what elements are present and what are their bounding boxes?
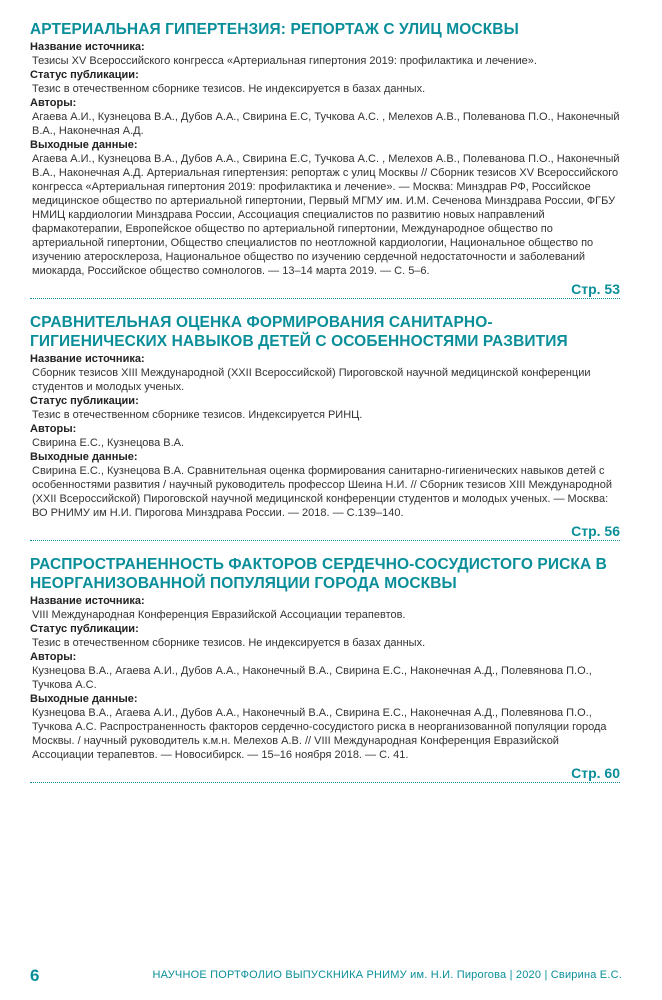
- authors-label: Авторы:: [30, 423, 77, 435]
- publication-title: СРАВНИТЕЛЬНАЯ ОЦЕНКА ФОРМИРОВАНИЯ САНИТАРНО-ГИГИЕНИЧЕСКИХ НАВЫКОВ ДЕТЕЙ С ОСОБЕННОСТЯМИ РАЗВИТИЯ: [30, 314, 568, 350]
- footer-text: НАУЧНОЕ ПОРТФОЛИО ВЫПУСКНИКА РНИМУ им. Н.И. Пирогова | 2020 | Свирина Е.С.: [152, 969, 622, 981]
- authors-value: Кузнецова В.А., Агаева А.И., Дубов А.А., Наконечный В.А., Свирина Е.С., Наконечная А.Д., Полевянова П.О., Тучкова А.С.: [32, 665, 592, 691]
- page-footer: [30, 966, 622, 986]
- status-value: Тезис в отечественном сборнике тезисов. Не индексируется в базах данных.: [32, 637, 426, 649]
- status-label: Статус публикации:: [30, 623, 139, 635]
- authors-label: Авторы:: [30, 97, 77, 109]
- publication-entry: [30, 555, 620, 783]
- source-value: Сборник тезисов XIII Международной (XXII Всероссийской) Пироговской научной медицинской конференции студентов и молодых ученых.: [32, 367, 591, 393]
- page-ref-link[interactable]: Стр. 56: [571, 523, 620, 539]
- publication-title: АРТЕРИАЛЬНАЯ ГИПЕРТЕНЗИЯ: РЕПОРТАЖ С УЛИЦ МОСКВЫ: [30, 21, 519, 38]
- page-number: 6: [30, 966, 40, 985]
- authors-value: Свирина Е.С., Кузнецова В.А.: [32, 437, 185, 449]
- status-value: Тезис в отечественном сборнике тезисов. Не индексируется в базах данных.: [32, 83, 426, 95]
- output-value: Кузнецова В.А., Агаева А.И., Дубов А.А., Наконечный В.А., Свирина Е.С., Наконечная А.Д., Полевянова П.О., Тучкова А.С. Распространенность факторов сердечно-сосудистого риска в неорганизованной популяции города Москвы. / научный руководитель к.м.н. Мелехов А.В. // VIII Международная Конференция Евразийской Ассоциации терапевтов. — Новосибирск. — 15–16 ноября 2018. — С. 41.: [32, 707, 607, 761]
- source-label: Название источника:: [30, 353, 145, 365]
- page-ref-link[interactable]: Стр. 53: [571, 281, 620, 297]
- output-label: Выходные данные:: [30, 451, 138, 463]
- authors-value: Агаева А.И., Кузнецова В.А., Дубов А.А., Свирина Е.С, Тучкова А.С. , Мелехов А.В., Полеванова П.О., Наконечный В.А., Наконечная А.Д.: [32, 111, 620, 137]
- publication-title: РАСПРОСТРАНЕННОСТЬ ФАКТОРОВ СЕРДЕЧНО-СОСУДИСТОГО РИСКА В НЕОРГАНИЗОВАННОЙ ПОПУЛЯЦИИ ГОРОДА МОСКВЫ: [30, 556, 607, 592]
- output-label: Выходные данные:: [30, 693, 138, 705]
- status-label: Статус публикации:: [30, 69, 139, 81]
- page-ref-link[interactable]: Стр. 60: [571, 765, 620, 781]
- publication-entry: [30, 313, 620, 541]
- output-value: Агаева А.И., Кузнецова В.А., Дубов А.А., Свирина Е.С, Тучкова А.С. , Мелехов А.В., Полеванова П.О., Наконечный В.А., Наконечная А.Д. Артериальная гипертензия: репортаж с улиц Москвы // Сборник тезисов XV Всероссийского конгресса «Артериальная гипертония 2019: профилактика и лечение». — Москва: Минздрав РФ, Российское медицинское общество по артериальной гипертонии, Первый МГМУ им. И.М. Сеченова Минздрава России, ФГБУ НМИЦ кардиологии Минздрава России, Ассоциация специалистов по развитию новых направлений фармакотерапии, Европейское общество по артериальной гипертонии, Международное общество по артериальной гипертонии, Общество специалистов по неотложной кардиологии, Национальное общество по изучению атеросклероза, Национальное общество по изучению сердечной недостаточности и заболеваний миокарда, Российское общество сомнологов. — 13–14 марта 2019. — С. 5–6.: [32, 153, 620, 277]
- publication-list: [30, 20, 620, 797]
- source-value: Тезисы XV Всероссийского конгресса «Артериальная гипертония 2019: профилактика и лечение».: [32, 55, 537, 67]
- status-value: Тезис в отечественном сборнике тезисов. Индексируется РИНЦ.: [32, 409, 363, 421]
- output-value: Свирина Е.С., Кузнецова В.А. Сравнительная оценка формирования санитарно-гигиенических навыков детей с особенностями развития / научный руководитель профессор Шеина Н.И. // Сборник тезисов XIII Международной (XXII Всероссийской) Пироговской научной медицинской конференции студентов и молодых ученых. — Москва: ВО РНИМУ им Н.И. Пирогова Минздрава России. — 2018. — С.139–140.: [32, 465, 612, 519]
- source-label: Название источника:: [30, 595, 145, 607]
- page-ref-row: [30, 762, 620, 783]
- status-label: Статус публикации:: [30, 395, 139, 407]
- page-ref-row: [30, 520, 620, 541]
- authors-label: Авторы:: [30, 651, 77, 663]
- output-label: Выходные данные:: [30, 139, 138, 151]
- source-value: VIII Международная Конференция Евразийской Ассоциации терапевтов.: [32, 609, 406, 621]
- publication-entry: [30, 20, 620, 299]
- page-ref-row: [30, 278, 620, 299]
- source-label: Название источника:: [30, 41, 145, 53]
